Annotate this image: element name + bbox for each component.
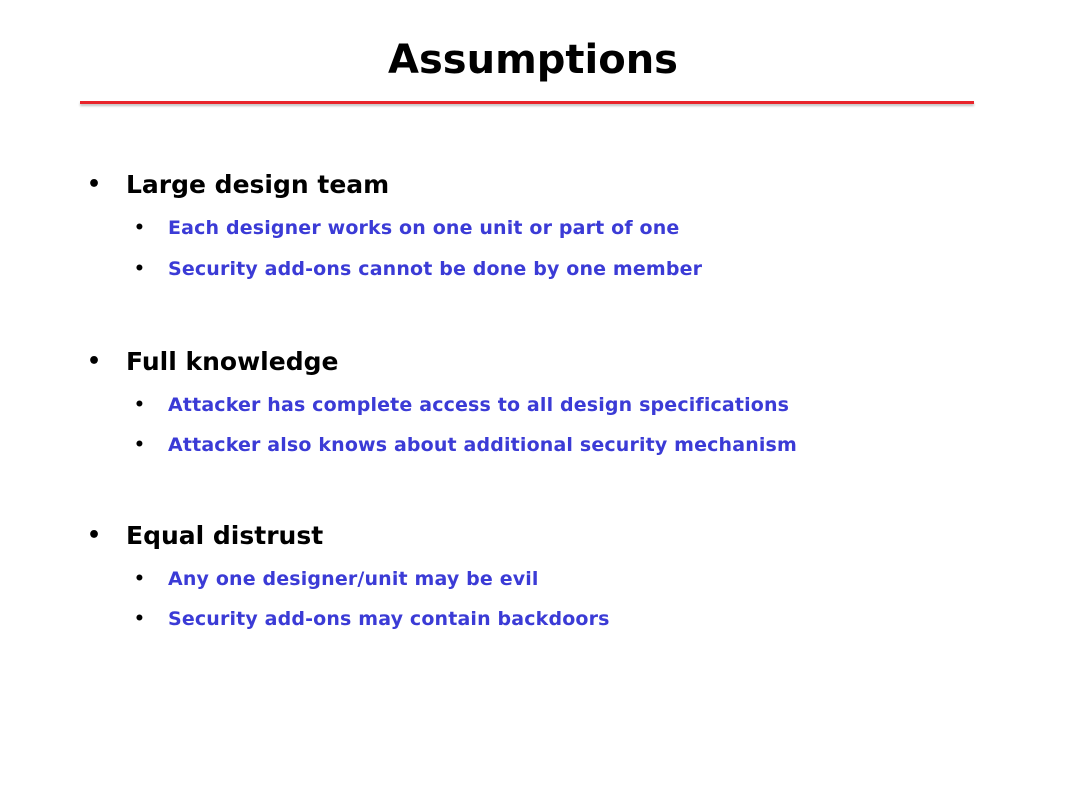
sub-bullet [0, 254, 1000, 284]
sub-bullet-dot: • [134, 569, 145, 589]
bullet-heading [0, 165, 1000, 205]
sub-bullet-dot: • [134, 609, 145, 629]
sub-bullet-text: Each designer works on one unit or part of one [168, 217, 680, 239]
sub-bullet [0, 390, 1000, 420]
sub-bullet [0, 430, 1000, 460]
sub-bullet [0, 213, 1000, 243]
sub-bullet-text: Security add-ons may contain backdoors [168, 608, 610, 630]
bullet-dot: • [87, 523, 102, 548]
sub-bullet [0, 604, 1000, 634]
bullet-heading-text: Large design team [126, 170, 390, 199]
bullet-heading [0, 516, 1000, 556]
sub-bullet-text: Attacker also knows about additional security mechanism [168, 434, 797, 456]
bullet-heading-text: Equal distrust [126, 521, 324, 550]
sub-bullet [0, 564, 1000, 594]
sub-bullet-dot: • [134, 259, 145, 279]
bullet-heading-text: Full knowledge [126, 347, 339, 376]
sub-bullet-text: Attacker has complete access to all design specifications [168, 394, 790, 416]
sub-bullet-text: Any one designer/unit may be evil [168, 568, 539, 590]
sub-bullet-dot: • [134, 435, 145, 455]
sub-bullet-dot: • [134, 218, 145, 238]
sub-bullet-dot: • [134, 395, 145, 415]
bullet-dot: • [87, 349, 102, 374]
bullet-dot: • [87, 172, 102, 197]
bullet-heading [0, 342, 1000, 382]
sub-bullet-text: Security add-ons cannot be done by one member [168, 258, 703, 280]
slide-title: Assumptions [388, 37, 678, 83]
